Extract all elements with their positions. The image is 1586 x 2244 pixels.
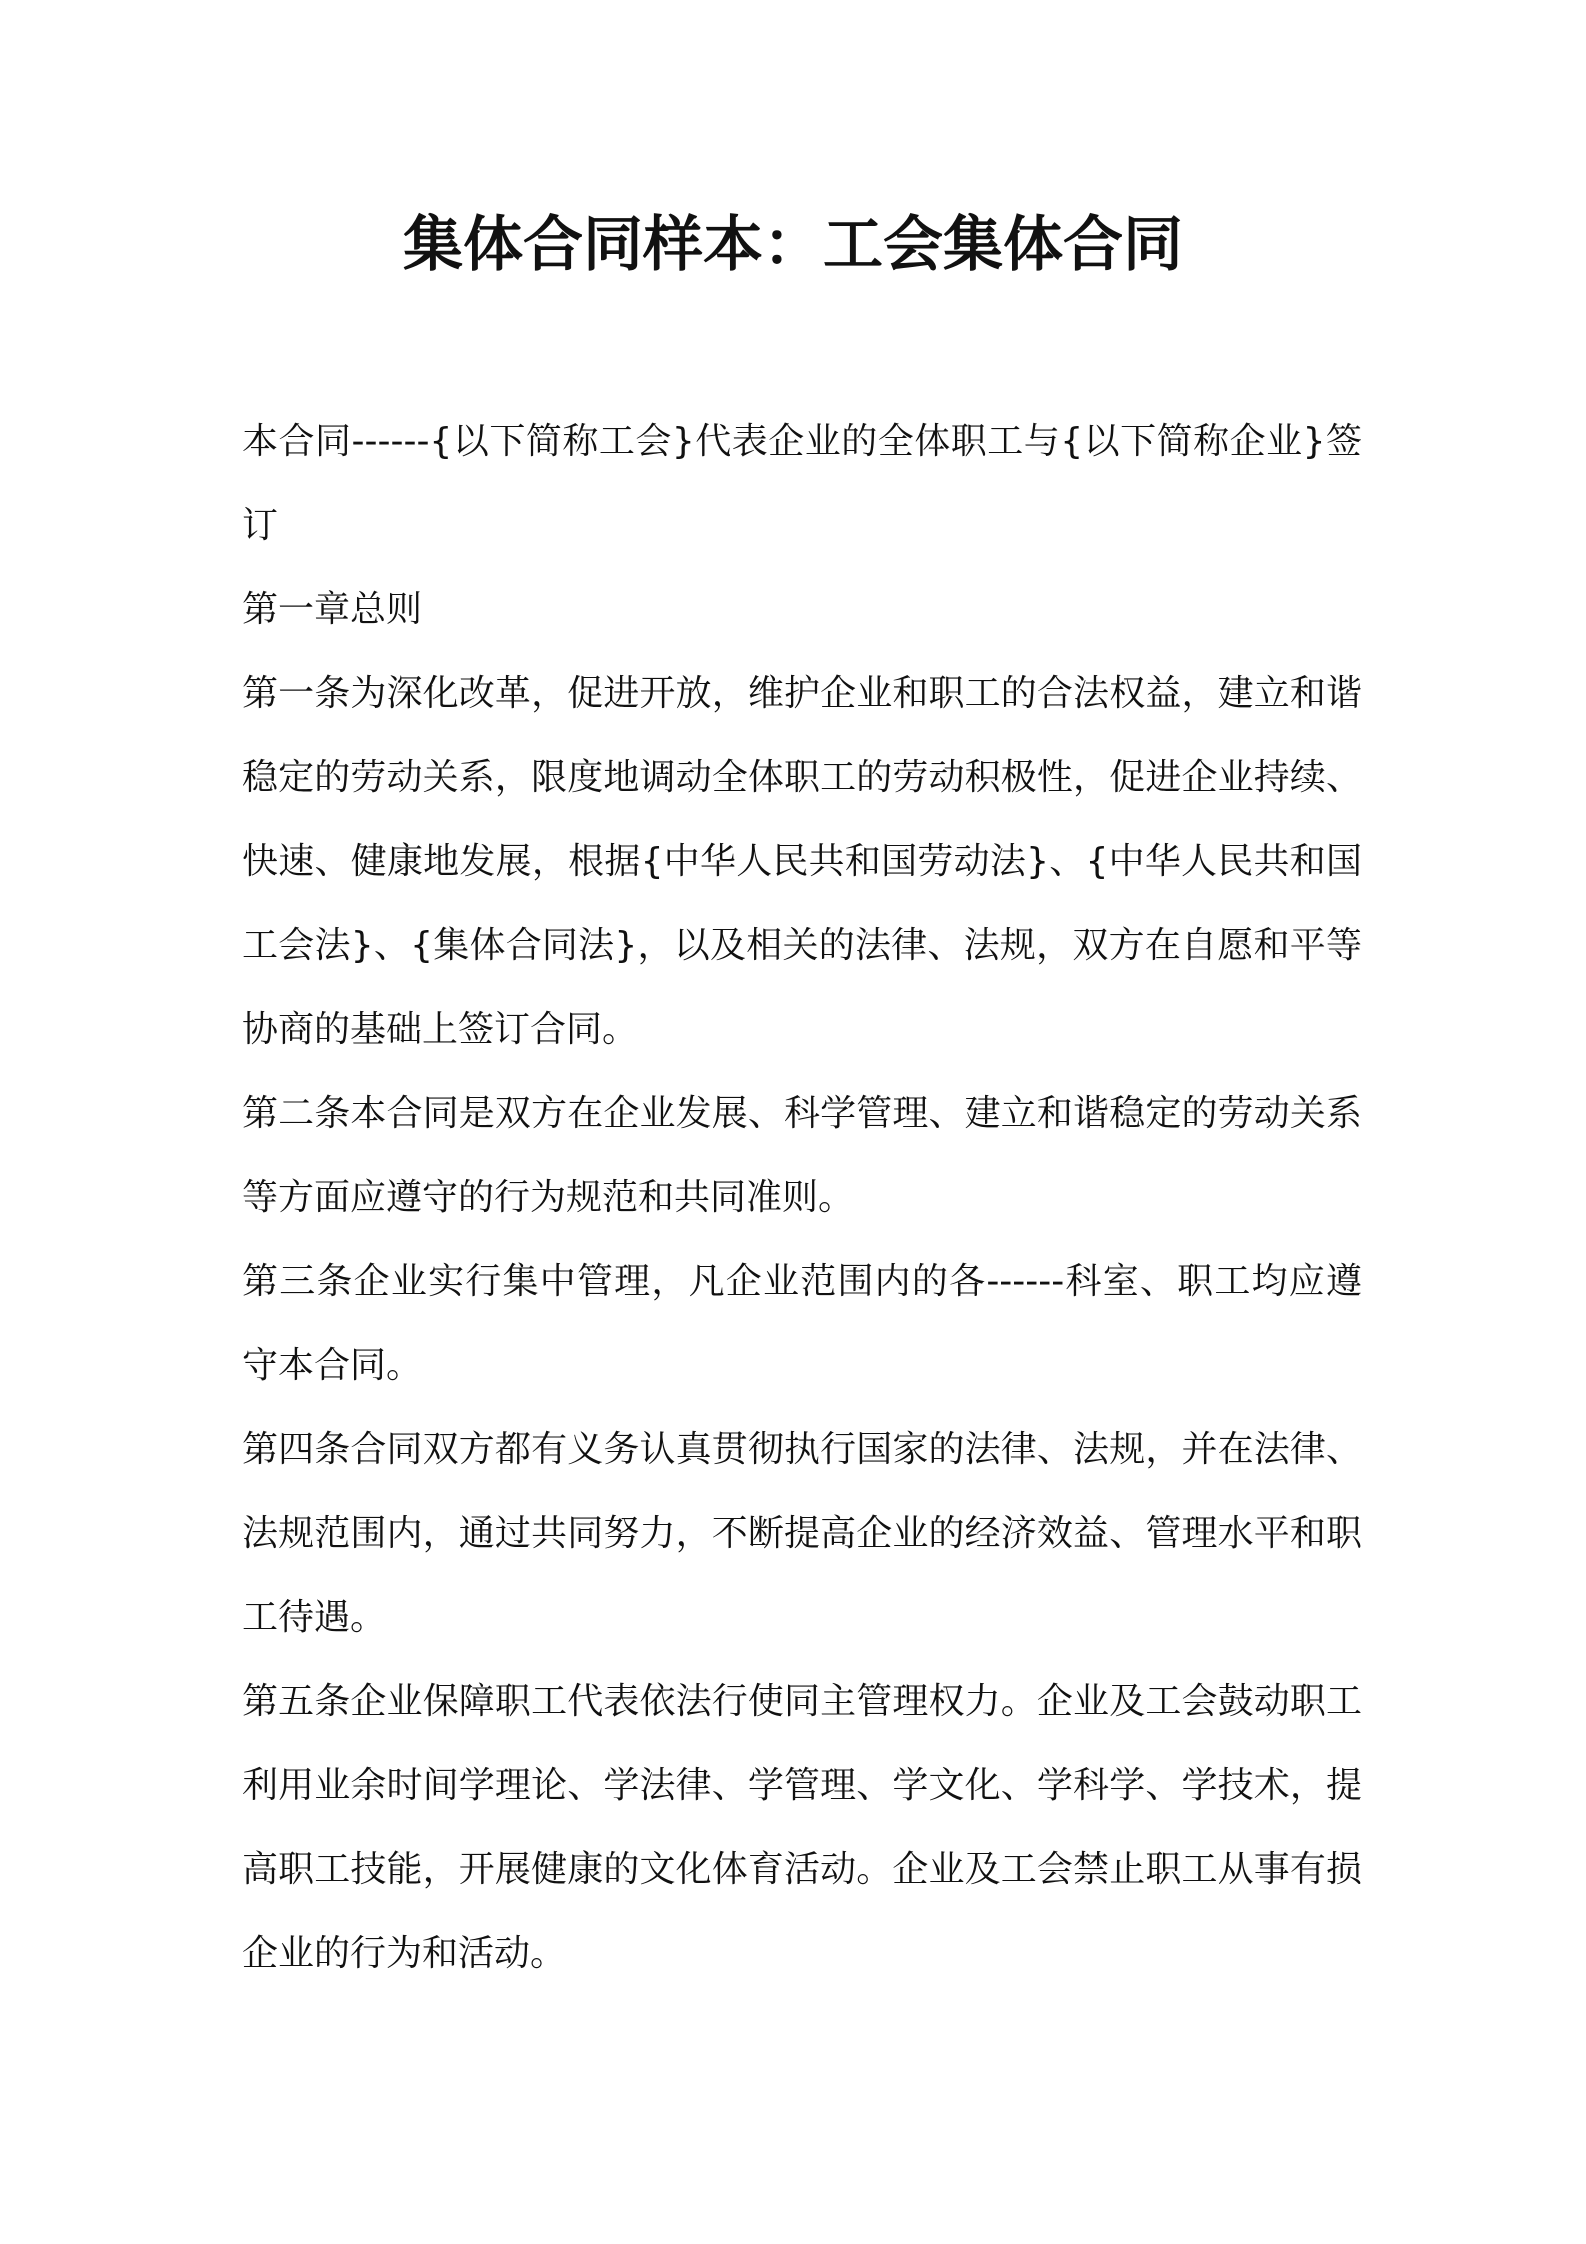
article-4: 第四条合同双方都有义务认真贯彻执行国家的法律、法规，并在法律、法规范围内，通过共同努力，不断提高企业的经济效益、管理水平和职工待遇。 [242, 1429, 1362, 1638]
article-5: 第五条企业保障职工代表依法行使同主管理权力。企业及工会鼓动职工利用业余时间学理论、学法律、学管理、学文化、学科学、学技术，提高职工技能，开展健康的文化体育活动。企业及工会禁止职工从事有损企业的行为和活动。 [242, 1681, 1362, 1974]
chapter-heading: 第一章总则 [242, 589, 423, 630]
contract-preamble: 本合同------{以下简称工会}代表企业的全体职工与{以下简称企业}签订 [242, 421, 1362, 546]
article-2: 第二条本合同是双方在企业发展、科学管理、建立和谐稳定的劳动关系等方面应遵守的行为规范和共同准则。 [242, 1093, 1362, 1218]
article-3: 第三条企业实行集中管理，凡企业范围内的各------科室、职工均应遵守本合同。 [242, 1261, 1362, 1386]
article-1: 第一条为深化改革，促进开放，维护企业和职工的合法权益，建立和谐稳定的劳动关系，限度地调动全体职工的劳动积极性，促进企业持续、快速、健康地发展，根据{中华人民共和国劳动法}、{中华人民共和国工会法}、{集体合同法}，以及相关的法律、法规，双方在自愿和平等协商的基础上签订合同。 [242, 673, 1362, 1050]
document-body [242, 400, 1362, 1996]
document-title: 集体合同样本：工会集体合同 [403, 210, 1183, 280]
